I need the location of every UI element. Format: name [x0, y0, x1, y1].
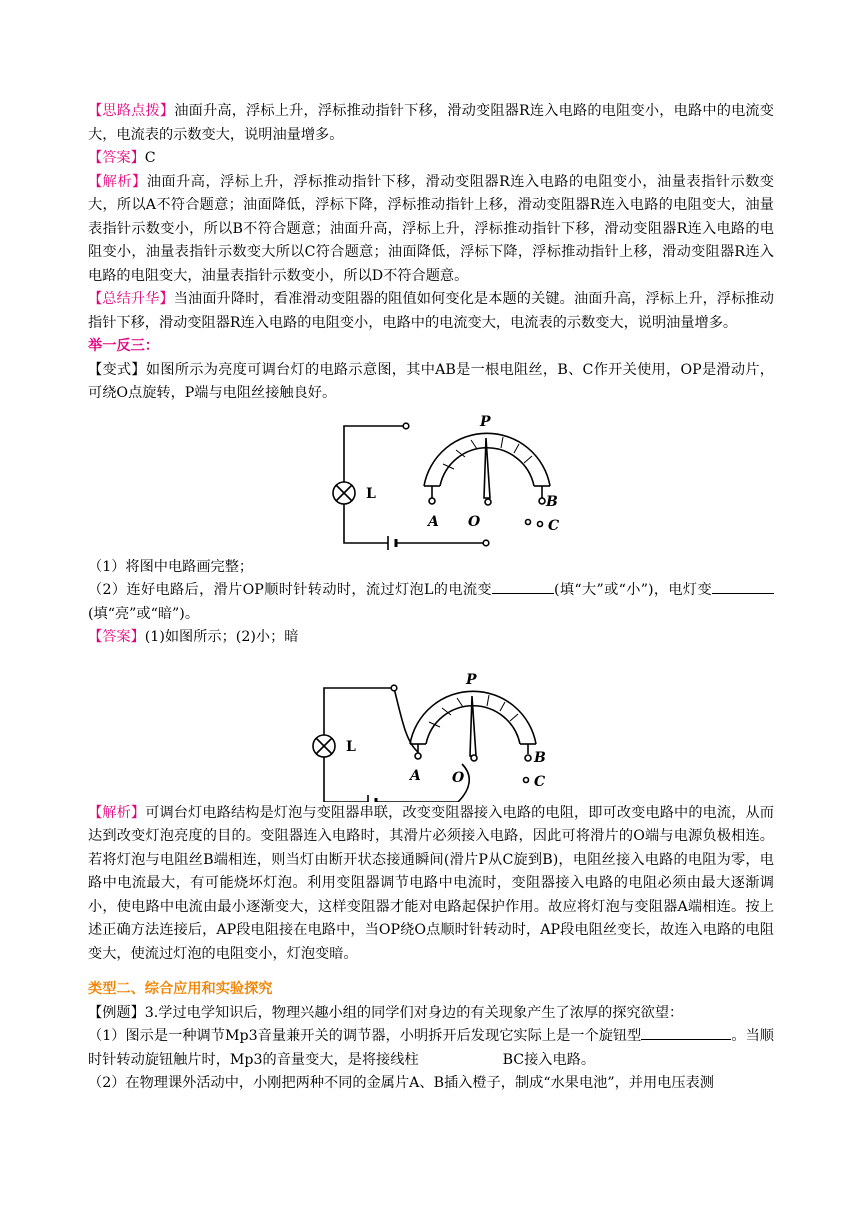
section-heading-type2: 类型二、综合应用和实验探究	[88, 981, 273, 997]
answer-tag: 【答案】	[88, 150, 145, 166]
terminal-o	[471, 755, 477, 761]
label-l: L	[346, 738, 356, 755]
terminal-top	[391, 685, 397, 691]
terminal-a	[415, 753, 421, 759]
label-o: O	[468, 513, 481, 530]
answer-blank-3[interactable]	[641, 1025, 731, 1040]
summary-text: 当油面升降时，看准滑动变阻器的阻值如何变化是本题的关键。油面升高，浮标上升，浮标推动指针下移，滑动变阻器R连入电路的电阻变小，电路中的电流变大，电流表的示数变大，说明油量增多。	[88, 291, 774, 331]
summary-paragraph	[88, 288, 774, 335]
hint-text: 油面升高，浮标上升，浮标推动指针下移，滑动变阻器R连入电路的电阻变小，电路中的电流变大，电流表的示数变大，说明油量增多。	[88, 103, 774, 143]
label-b: B	[546, 493, 558, 510]
label-a: A	[428, 513, 439, 530]
circuit-diagram-1	[88, 406, 774, 556]
answer-blank-2[interactable]	[712, 579, 774, 594]
analysis-text-2: 可调台灯电路结构是灯泡与变阻器串联，改变变阻器接入电路的电阻，即可改变电路中的电流，从而达到改变灯泡亮度的目的。变阻器连入电路时，其滑片必须接入电路，因此可将滑片的O端与电源负极相连。若将灯泡与电阻丝B端相连，则当灯由断开状态接通瞬间(滑片P从C旋到B)，电阻丝接入电路的电阻为零，电路中电流最大，有可能烧坏灯泡。利用变阻器调节电路中电流时，变阻器接入电路的电阻必须由最大逐渐调小，使电路中电流由最小逐渐变大，这样变阻器才能对电路起保护作用。故应将灯泡与变阻器A端相连。按上述正确方法连接后，AP段电阻接在电路中，当OP绕O点顺时针转动时，AP段电阻丝变长，故连入电路的电阻变大，使流过灯泡的电阻变小，灯泡变暗。	[88, 804, 774, 962]
hint-tag: 【思路点拨】	[88, 103, 175, 119]
document-page	[88, 100, 774, 1096]
analysis-text: 油面升高，浮标上升，浮标推动指针下移，滑动变阻器R连入电路的电阻变小，油量表指针示数变大，所以A不符合题意；油面降低，浮标下降，浮标推动指针上移，滑动变阻器R连入电路的电阻变大，油量表指针示数变小，所以B不符合题意；油面升高，浮标上升，浮标推动指针下移，滑动变阻器R连入电路的电阻变小，油量表指针示数变大所以C符合题意；油面降低，浮标下降，浮标推动指针上移，滑动变阻器R连入电路的电阻变大，油量表指针示数变小，所以D不符合题意。	[88, 173, 774, 284]
label-a: A	[410, 767, 421, 784]
label-p: P	[466, 671, 477, 688]
hint-paragraph	[88, 100, 774, 147]
terminal-c	[524, 777, 529, 782]
terminal-b	[539, 498, 545, 504]
analysis-paragraph-2	[88, 802, 774, 967]
circuit-figure-2	[88, 650, 774, 802]
terminal-top	[403, 423, 409, 429]
terminal-b	[525, 755, 531, 761]
wire-to-a	[394, 688, 418, 752]
variant-question: 【变式】如图所示为亮度可调台灯的电路示意图，其中AB是一根电阻丝，B、C作开关使用，OP是滑动片，可绕O点旋转，P端与电阻丝接触良好。	[88, 361, 774, 401]
example-part-2: （2）在物理课外活动中，小刚把两种不同的金属片A、B插入橙子，制成“水果电池”，并用电压表测	[88, 1075, 714, 1091]
circuit-diagram-2	[88, 650, 774, 802]
analysis-paragraph	[88, 171, 774, 289]
answer-blank-1[interactable]	[492, 579, 554, 594]
terminal-o	[485, 499, 491, 505]
label-o: O	[452, 769, 465, 786]
question-1: （1）将图中电路画完整；	[88, 558, 254, 575]
summary-tag: 【总结升华】	[88, 291, 174, 307]
analysis-tag: 【解析】	[88, 173, 147, 190]
label-l: L	[366, 485, 376, 502]
circuit-figure-1	[88, 406, 774, 556]
terminal-c	[538, 521, 543, 526]
question-2: （2）连好电路后，滑片OP顺时针转动时，流过灯泡L的电流变 (填“大”或“小”)，电灯变(填“亮”或“暗”)。	[88, 579, 774, 626]
analysis-tag-2: 【解析】	[88, 804, 146, 821]
label-c: C	[534, 773, 546, 790]
answer-text-2: (1)如图所示；(2)小；暗	[144, 629, 299, 645]
label-c: C	[548, 517, 560, 534]
answer-paragraph-2	[88, 626, 774, 650]
label-b: B	[534, 749, 546, 766]
label-p: P	[480, 413, 491, 430]
example-question: 【例题】3.学过电学知识后，物理兴趣小组的同学们对身边的有关现象产生了浓厚的探究欲望：	[88, 1004, 684, 1021]
answer-text: C	[144, 150, 156, 166]
section-heading-examples: 举一反三：	[88, 338, 159, 354]
wire-left	[344, 426, 406, 543]
example-part-1: （1）图示是一种调节Mp3音量兼开关的调节器，小明拆开后发现它实际上是一个旋钮型 。当顺时针转动旋钮触片时，Mp3的音量变大，是将接线柱 BC接入电路。	[88, 1025, 774, 1072]
terminal-battery	[483, 540, 489, 546]
answer-tag-2: 【答案】	[88, 629, 145, 645]
terminal-a	[429, 498, 435, 504]
answer-paragraph	[88, 147, 774, 171]
